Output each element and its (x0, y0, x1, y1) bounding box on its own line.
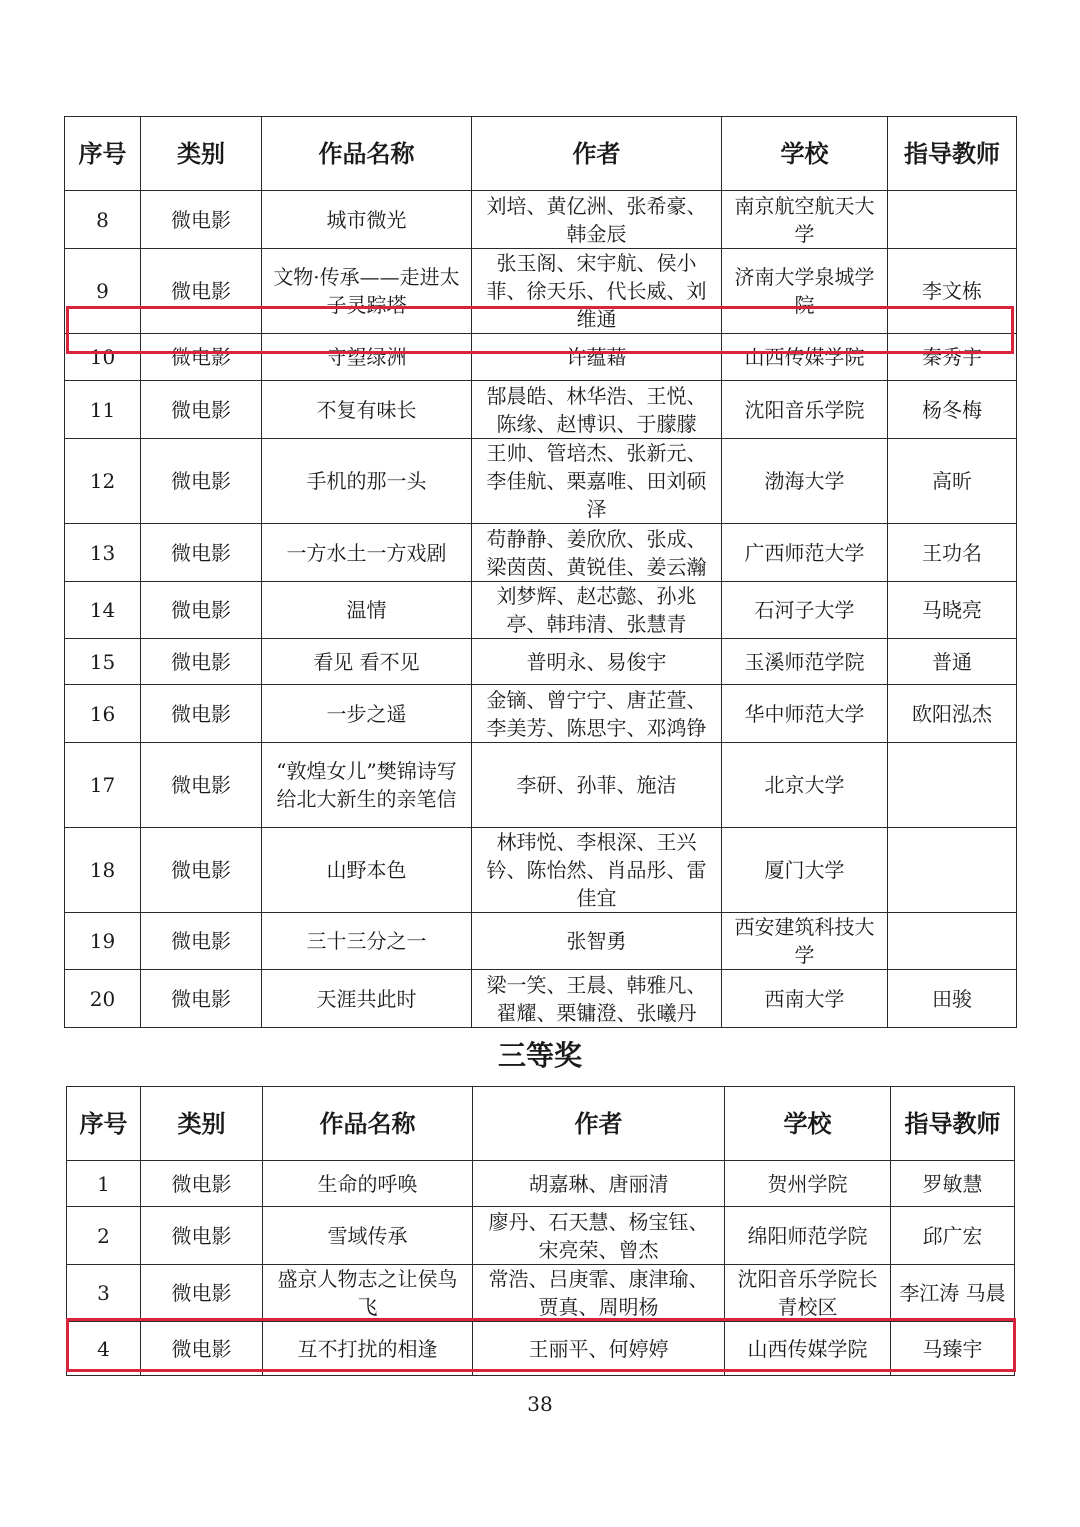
cell-teacher: 罗敏慧 (891, 1161, 1015, 1207)
cell-school: 华中师范大学 (722, 685, 888, 743)
cell-work: 一步之遥 (262, 685, 472, 743)
cell-authors: 许蕴藉 (472, 334, 722, 381)
cell-authors: 刘培、黄亿洲、张希豪、韩金辰 (472, 191, 722, 249)
cell-work: 生命的呼唤 (263, 1161, 473, 1207)
cell-work: 盛京人物志之让侯鸟飞 (263, 1265, 473, 1322)
cell-authors: 王丽平、何婷婷 (473, 1322, 725, 1376)
cell-type: 微电影 (141, 743, 262, 828)
cell-school: 山西传媒学院 (725, 1322, 891, 1376)
cell-teacher: 高昕 (888, 439, 1017, 524)
table-row (65, 381, 1017, 439)
header-work: 作品名称 (263, 1087, 473, 1161)
cell-teacher: 杨冬梅 (888, 381, 1017, 439)
cell-no: 14 (65, 582, 141, 639)
cell-school: 沈阳音乐学院长青校区 (725, 1265, 891, 1322)
cell-school: 广西师范大学 (722, 524, 888, 582)
cell-no: 20 (65, 970, 141, 1028)
cell-school: 西南大学 (722, 970, 888, 1028)
cell-authors: 林玮悦、李根深、王兴钤、陈怡然、肖品彤、雷佳宜 (472, 828, 722, 913)
cell-no: 8 (65, 191, 141, 249)
cell-school: 贺州学院 (725, 1161, 891, 1207)
cell-teacher: 田骏 (888, 970, 1017, 1028)
table-row (65, 828, 1017, 913)
cell-authors: 李研、孙菲、施洁 (472, 743, 722, 828)
cell-authors: 常浩、吕庚霏、康津瑜、贾真、周明杨 (473, 1265, 725, 1322)
cell-no: 15 (65, 639, 141, 685)
cell-authors: 郜晨皓、林华浩、王悦、陈缘、赵博识、于朦朦 (472, 381, 722, 439)
cell-teacher: 普通 (888, 639, 1017, 685)
cell-school: 绵阳师范学院 (725, 1207, 891, 1265)
cell-authors: 王帅、管培杰、张新元、李佳航、栗嘉唯、田刘硕泽 (472, 439, 722, 524)
header-teacher: 指导教师 (888, 117, 1017, 191)
cell-no: 19 (65, 913, 141, 970)
table-row (65, 970, 1017, 1028)
cell-work: “敦煌女儿”樊锦诗写给北大新生的亲笔信 (262, 743, 472, 828)
cell-work: 守望绿洲 (262, 334, 472, 381)
cell-authors: 胡嘉琳、唐丽清 (473, 1161, 725, 1207)
cell-no: 4 (67, 1322, 141, 1376)
cell-school: 山西传媒学院 (722, 334, 888, 381)
cell-no: 13 (65, 524, 141, 582)
cell-work: 温情 (262, 582, 472, 639)
cell-authors: 普明永、易俊宇 (472, 639, 722, 685)
cell-work: 手机的那一头 (262, 439, 472, 524)
cell-teacher: 欧阳泓杰 (888, 685, 1017, 743)
header-type: 类别 (141, 1087, 263, 1161)
cell-school: 南京航空航天大学 (722, 191, 888, 249)
table-row (65, 913, 1017, 970)
table-header-row (67, 1087, 1015, 1161)
cell-teacher: 秦秀宇 (888, 334, 1017, 381)
cell-authors: 张玉阁、宋宇航、侯小菲、徐天乐、代长威、刘维通 (472, 249, 722, 334)
cell-no: 11 (65, 381, 141, 439)
cell-teacher (888, 743, 1017, 828)
cell-teacher: 马晓亮 (888, 582, 1017, 639)
cell-type: 微电影 (141, 1207, 263, 1265)
cell-work: 山野本色 (262, 828, 472, 913)
cell-teacher: 李文栋 (888, 249, 1017, 334)
table-header-row (65, 117, 1017, 191)
cell-work: 三十三分之一 (262, 913, 472, 970)
header-teacher: 指导教师 (891, 1087, 1015, 1161)
cell-no: 17 (65, 743, 141, 828)
cell-type: 微电影 (141, 828, 262, 913)
header-authors: 作者 (472, 117, 722, 191)
cell-no: 16 (65, 685, 141, 743)
cell-no: 10 (65, 334, 141, 381)
cell-no: 1 (67, 1161, 141, 1207)
cell-no: 18 (65, 828, 141, 913)
cell-teacher: 邱广宏 (891, 1207, 1015, 1265)
cell-authors: 金镝、曾宁宁、唐芷萱、李美芳、陈思宇、邓鸿铮 (472, 685, 722, 743)
header-type: 类别 (141, 117, 262, 191)
cell-type: 微电影 (141, 191, 262, 249)
cell-school: 沈阳音乐学院 (722, 381, 888, 439)
cell-school: 西安建筑科技大学 (722, 913, 888, 970)
cell-teacher (888, 191, 1017, 249)
table-row (65, 249, 1017, 334)
cell-work: 一方水土一方戏剧 (262, 524, 472, 582)
cell-type: 微电影 (141, 639, 262, 685)
cell-authors: 苟静静、姜欣欣、张成、梁茵茵、黄锐佳、姜云瀚 (472, 524, 722, 582)
cell-work: 城市微光 (262, 191, 472, 249)
cell-work: 文物·传承——走进太子灵踪塔 (262, 249, 472, 334)
table-row (67, 1207, 1015, 1265)
page-number: 38 (527, 1392, 553, 1416)
header-school: 学校 (722, 117, 888, 191)
cell-type: 微电影 (141, 970, 262, 1028)
cell-type: 微电影 (141, 582, 262, 639)
cell-no: 12 (65, 439, 141, 524)
cell-type: 微电影 (141, 334, 262, 381)
awards-table-second-prize (64, 116, 1017, 1028)
header-authors: 作者 (473, 1087, 725, 1161)
cell-school: 北京大学 (722, 743, 888, 828)
cell-teacher: 马臻宇 (891, 1322, 1015, 1376)
header-work: 作品名称 (262, 117, 472, 191)
cell-type: 微电影 (141, 524, 262, 582)
cell-type: 微电影 (141, 249, 262, 334)
cell-authors: 张智勇 (472, 913, 722, 970)
cell-school: 厦门大学 (722, 828, 888, 913)
header-no: 序号 (67, 1087, 141, 1161)
table-row (65, 524, 1017, 582)
cell-authors: 梁一笑、王晨、韩雅凡、翟耀、栗镛澄、张曦丹 (472, 970, 722, 1028)
table-row (65, 582, 1017, 639)
cell-school: 济南大学泉城学院 (722, 249, 888, 334)
cell-teacher: 王功名 (888, 524, 1017, 582)
cell-work: 看见 看不见 (262, 639, 472, 685)
table-row (67, 1322, 1015, 1376)
cell-type: 微电影 (141, 1265, 263, 1322)
cell-type: 微电影 (141, 439, 262, 524)
table-row (65, 639, 1017, 685)
cell-work: 不复有味长 (262, 381, 472, 439)
table-row (65, 334, 1017, 381)
awards-table-third-prize (66, 1086, 1015, 1376)
section-title: 三等奖 (497, 1039, 582, 1072)
cell-type: 微电影 (141, 913, 262, 970)
table-row (67, 1265, 1015, 1322)
cell-authors: 廖丹、石天慧、杨宝钰、宋亮荣、曾杰 (473, 1207, 725, 1265)
cell-no: 3 (67, 1265, 141, 1322)
cell-type: 微电影 (141, 1322, 263, 1376)
header-no: 序号 (65, 117, 141, 191)
cell-school: 玉溪师范学院 (722, 639, 888, 685)
cell-teacher (888, 828, 1017, 913)
cell-no: 2 (67, 1207, 141, 1265)
table-row (65, 191, 1017, 249)
cell-teacher: 李江涛 马晨 (891, 1265, 1015, 1322)
table-row (67, 1161, 1015, 1207)
header-school: 学校 (725, 1087, 891, 1161)
table-row (65, 743, 1017, 828)
cell-no: 9 (65, 249, 141, 334)
cell-type: 微电影 (141, 685, 262, 743)
table-row (65, 439, 1017, 524)
cell-type: 微电影 (141, 1161, 263, 1207)
cell-teacher (888, 913, 1017, 970)
cell-work: 互不打扰的相逢 (263, 1322, 473, 1376)
cell-work: 天涯共此时 (262, 970, 472, 1028)
cell-school: 渤海大学 (722, 439, 888, 524)
table-row (65, 685, 1017, 743)
cell-school: 石河子大学 (722, 582, 888, 639)
cell-work: 雪域传承 (263, 1207, 473, 1265)
cell-type: 微电影 (141, 381, 262, 439)
cell-authors: 刘梦辉、赵芯懿、孙兆亭、韩玮清、张慧青 (472, 582, 722, 639)
